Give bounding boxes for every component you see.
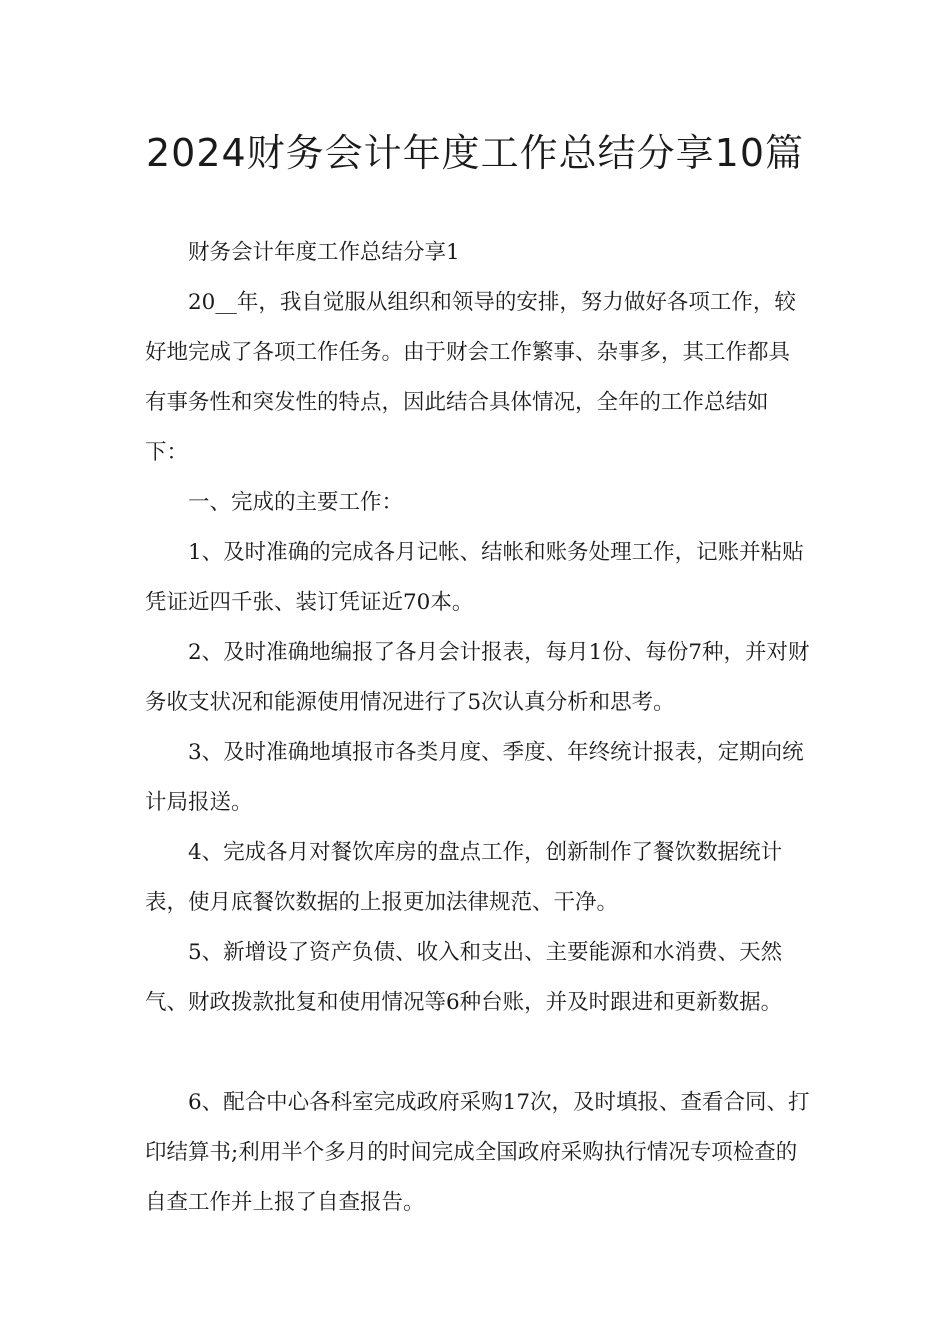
paragraph-item-4: 4、完成各月对餐饮库房的盘点工作，创新制作了餐饮数据统计表，使月底餐饮数据的上报更加法律规范、干净。 [145, 840, 783, 915]
paragraph-intro: 20__年，我自觉服从组织和领导的安排，努力做好各项工作，较好地完成了各项工作任务。由于财会工作繁事、杂事多，其工作都具有事务性和突发性的特点，因此结合具体情况，全年的工作总结如下： [145, 290, 796, 465]
paragraph-item-3: 3、及时准确地填报市各类月度、季度、年终统计报表，定期向统计局报送。 [145, 740, 804, 815]
document-title: 2024财务会计年度工作总结分享10篇 [145, 131, 805, 175]
subsection-heading: 一、完成的主要工作： [188, 490, 404, 515]
section-heading: 财务会计年度工作总结分享1 [188, 240, 460, 265]
paragraph-item-1: 1、及时准确的完成各月记帐、结帐和账务处理工作，记账并粘贴凭证近四千张、装订凭证近70本。 [145, 540, 804, 615]
paragraph-item-2: 2、及时准确地编报了各月会计报表，每月1份、每份7种，并对财务收支状况和能源使用情况进行了5次认真分析和思考。 [145, 640, 810, 715]
document-body [145, 228, 810, 1228]
paragraph-item-6: 6、配合中心各科室完成政府采购17次，及时填报、查看合同、打印结算书;利用半个多月的时间完成全国政府采购执行情况专项检查的自查工作并上报了自查报告。 [145, 1090, 810, 1215]
paragraph-item-5: 5、新增设了资产负债、收入和支出、主要能源和水消费、天然气、财政拨款批复和使用情况等6种台账，并及时跟进和更新数据。 [145, 940, 783, 1015]
